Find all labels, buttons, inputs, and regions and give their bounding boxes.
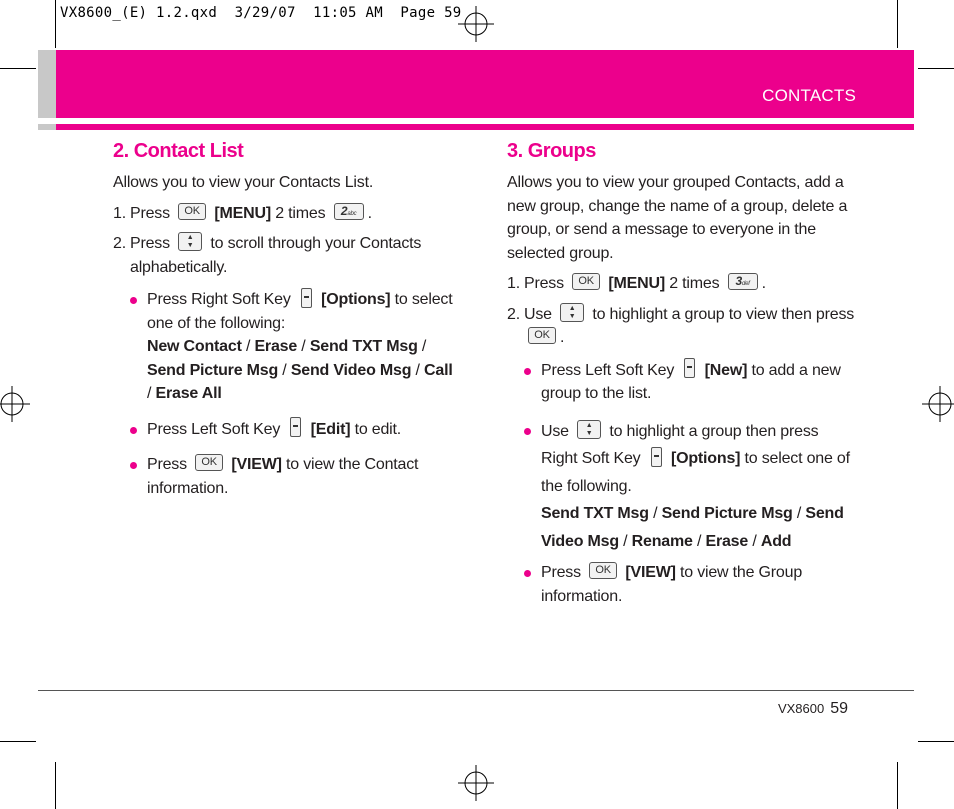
crop-mark: [897, 762, 898, 809]
ok-key-icon: OK: [528, 327, 556, 344]
option-separator: /: [241, 338, 255, 355]
section-title: CONTACTS: [762, 86, 856, 105]
crop-mark: [897, 0, 898, 48]
list-item: Press OK [VIEW] to view the Group information.: [507, 561, 857, 608]
option-item: Send Picture Msg: [661, 505, 793, 522]
registration-mark-icon: [0, 386, 30, 422]
option-separator: /: [692, 532, 706, 550]
groups-section: [507, 139, 857, 608]
header-rule-grey: [38, 124, 56, 130]
option-item: Erase: [254, 338, 298, 355]
bullet-icon: [130, 462, 137, 469]
soft-key-icon: [682, 358, 696, 376]
crop-mark: [918, 68, 954, 69]
option-item: Erase All: [155, 385, 222, 402]
crop-mark: [918, 741, 954, 742]
registration-mark-icon: [458, 765, 494, 801]
bullet-icon: [130, 297, 137, 304]
number-key-icon: 2abc: [334, 203, 364, 220]
option-item: Send Picture Msg: [147, 361, 279, 379]
footer-rule: [38, 690, 914, 691]
option-separator: /: [648, 505, 662, 522]
bullet-icon: [524, 570, 531, 577]
intro-text: Allows you to view your grouped Contacts, add a new group, change the name of a group, delete a group, or send a message to everyone in the selected group.: [507, 174, 848, 262]
list-item: Press Left Soft Key [New] to add a new group to the list.: [507, 359, 857, 406]
ok-key-icon: OK: [589, 562, 617, 579]
option-separator: /: [297, 338, 310, 355]
ok-key-icon: OK: [195, 454, 223, 471]
ok-key-icon: OK: [572, 273, 600, 290]
crop-mark: [55, 762, 56, 809]
contact-list-section: [113, 139, 458, 500]
list-item: Use ▲ ▼ to highlight a group then press Right Soft Key [Options] to select one of the following. Send TXT Msg / Send Picture Msg / Send Video Msg / Rename / Erase / Add: [507, 418, 857, 556]
bullet-icon: [524, 368, 531, 375]
option-item: Rename: [631, 532, 693, 550]
option-item: Send TXT Msg: [541, 505, 649, 522]
crop-mark: [0, 741, 36, 742]
option-item: Send Video Msg: [541, 505, 844, 550]
nav-key-icon: ▲ ▼: [577, 420, 601, 439]
ok-key-icon: OK: [178, 203, 206, 220]
options-list: [541, 500, 857, 555]
list-item: Press Left Soft Key [Edit] to edit.: [113, 418, 458, 442]
option-item: Send Video Msg: [290, 361, 412, 379]
option-separator: /: [618, 532, 632, 550]
option-item: Erase: [705, 532, 749, 550]
registration-mark-icon: [922, 386, 954, 422]
option-separator: /: [147, 385, 156, 402]
step-2: 2. Press ▲ ▼ to scroll through your Contacts alphabetically.: [113, 234, 422, 276]
option-item: New Contact: [147, 338, 242, 355]
soft-key-icon: [288, 417, 302, 435]
bullet-icon: [524, 428, 531, 435]
option-item: Send TXT Msg: [309, 338, 418, 355]
option-separator: /: [748, 532, 761, 550]
option-separator: /: [411, 361, 425, 379]
option-item: Call: [424, 361, 453, 379]
options-list: [147, 335, 458, 406]
registration-mark-icon: [458, 6, 494, 42]
soft-key-icon: [299, 288, 313, 306]
header-band-grey: [38, 50, 56, 118]
option-separator: /: [417, 338, 427, 355]
nav-key-icon: ▲ ▼: [560, 303, 584, 322]
list-item: Press OK [VIEW] to view the Contact information.: [113, 453, 458, 500]
option-separator: /: [792, 505, 806, 522]
nav-key-icon: ▲ ▼: [178, 232, 202, 251]
section-heading: 2. Contact List: [113, 140, 244, 162]
list-item: Press Right Soft Key [Options] to select one of the following: New Contact / Erase / Send TXT Msg / Send Picture Msg / Send Video Msg / Call / Erase All: [113, 288, 458, 406]
header-band: [56, 50, 914, 118]
header-rule: [56, 124, 914, 130]
crop-mark: [0, 68, 36, 69]
option-item: Add: [760, 532, 792, 550]
step-1: 1. Press OK [MENU] 2 times 3def .: [507, 274, 766, 292]
soft-key-icon: [649, 447, 663, 465]
bullet-icon: [130, 427, 137, 434]
crop-mark: [55, 0, 56, 48]
model-name: VX8600: [777, 701, 825, 716]
page-footer: [778, 700, 848, 718]
section-heading: 3. Groups: [507, 140, 596, 162]
option-separator: /: [278, 361, 291, 379]
intro-text: Allows you to view your Contacts List.: [113, 174, 374, 191]
print-slug: VX8600_(E) 1.2.qxd 3/29/07 11:05 AM Page 59: [60, 5, 462, 21]
number-key-icon: 3def: [728, 273, 758, 290]
page-number: 59: [830, 700, 848, 717]
step-1: 1. Press OK [MENU] 2 times 2abc .: [113, 203, 372, 222]
step-2: 2. Use ▲ ▼ to highlight a group to view then press OK .: [507, 304, 855, 346]
